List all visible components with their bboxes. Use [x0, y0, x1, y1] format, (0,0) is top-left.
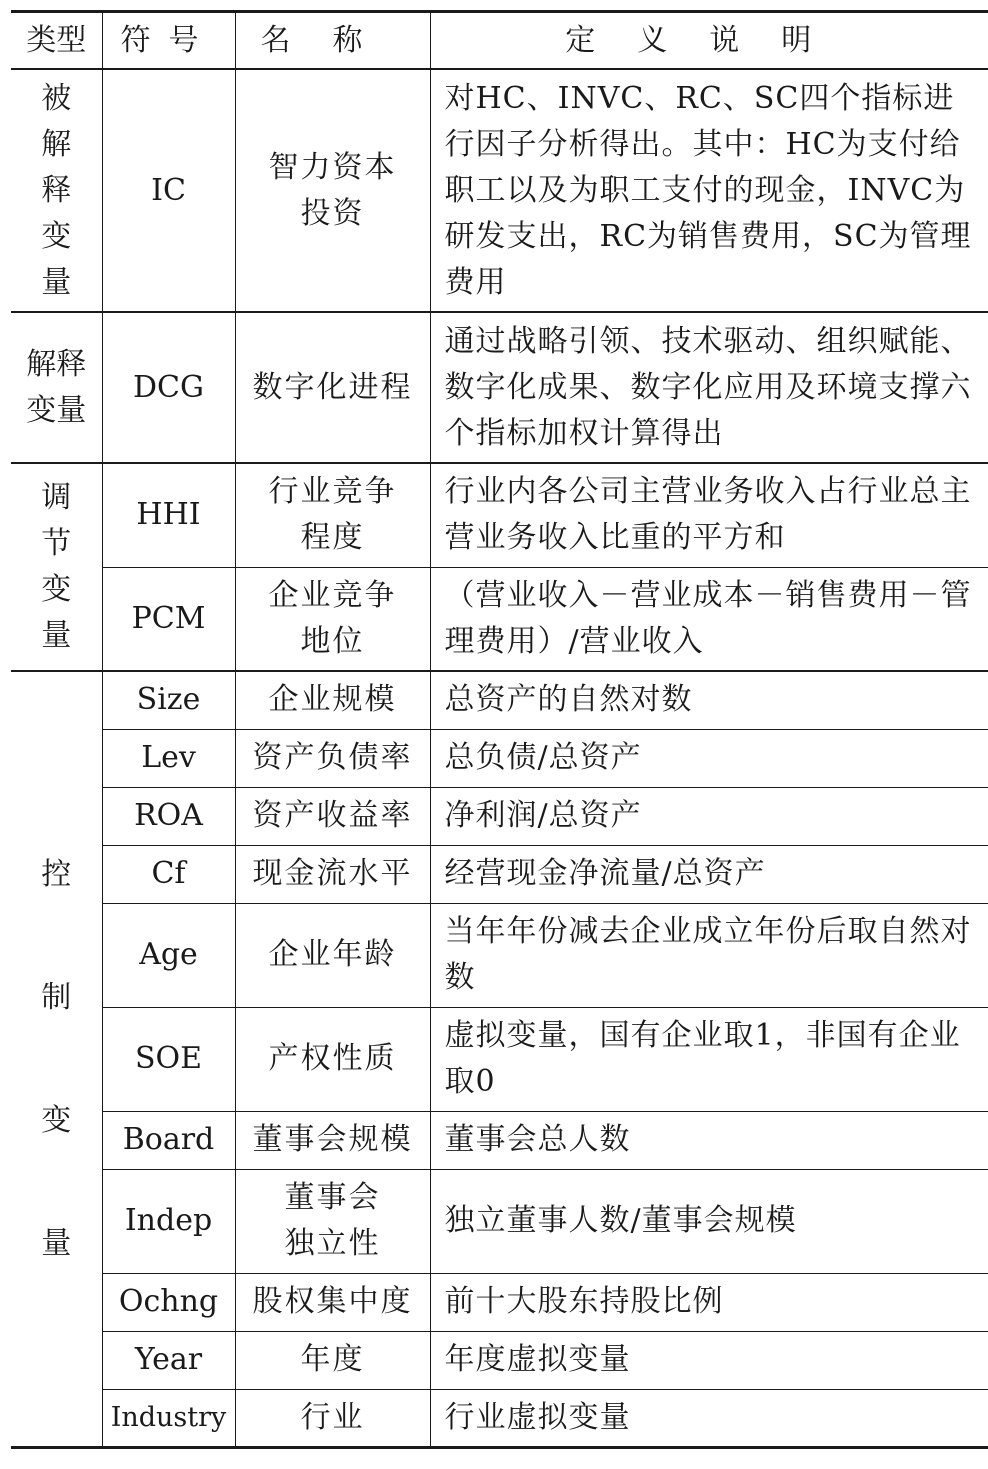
cell-name: 董事会规模 [235, 1111, 430, 1169]
cell-name-text: 行业竞争程度 [268, 474, 397, 556]
group-moderating [11, 463, 102, 671]
variable-definition-table [11, 10, 988, 1449]
cell-symbol: HHI [102, 463, 235, 567]
cell-definition: （营业收入－营业成本－销售费用－管理费用）/营业收入 [430, 567, 988, 671]
cell-symbol: Lev [102, 729, 235, 787]
table-row [11, 312, 988, 463]
group-independent-label: 解释变量 [26, 346, 87, 428]
cell-symbol: Year [102, 1331, 235, 1389]
cell-symbol: Cf [102, 845, 235, 903]
header-type [11, 12, 102, 70]
header-type-label: 类型 [26, 22, 87, 58]
cell-name [235, 69, 430, 312]
table-row [11, 463, 988, 567]
cell-name: 行业 [235, 1389, 430, 1447]
table-row [11, 567, 988, 671]
cell-symbol: PCM [102, 567, 235, 671]
table-row [11, 69, 988, 312]
cell-name-text: 董事会独立性 [284, 1180, 381, 1261]
table-row [11, 671, 988, 729]
cell-definition: 总负债/总资产 [430, 729, 988, 787]
table-header-row [11, 12, 988, 70]
cell-definition: 经营现金净流量/总资产 [430, 845, 988, 903]
cell-name: 资产负债率 [235, 729, 430, 787]
cell-definition: 独立董事人数/董事会规模 [430, 1169, 988, 1273]
header-name-label: 名称 [260, 22, 405, 58]
cell-name-text: 智力资本投资 [268, 149, 397, 231]
header-symbol [102, 12, 235, 70]
cell-symbol: Size [102, 671, 235, 729]
cell-name: 股权集中度 [235, 1273, 430, 1331]
cell-name: 企业规模 [235, 671, 430, 729]
cell-name [235, 567, 430, 671]
table-row [11, 729, 988, 787]
cell-definition: 对HC、INVC、RC、SC四个指标进行因子分析得出。其中：HC为支付给职工以及为职工支付的现金，INVC为研发支出，RC为销售费用，SC为管理费用 [430, 69, 988, 312]
cell-definition: 董事会总人数 [430, 1111, 988, 1169]
group-control-label: 控制变量 [41, 856, 72, 1261]
group-moderating-label: 调节变量 [41, 480, 72, 653]
table-row [11, 1007, 988, 1111]
header-definition-label: 定义说明 [565, 22, 854, 58]
table-row [11, 1273, 988, 1331]
cell-name: 现金流水平 [235, 845, 430, 903]
cell-symbol: SOE [102, 1007, 235, 1111]
cell-symbol: ROA [102, 787, 235, 845]
cell-name [235, 463, 430, 567]
cell-symbol: Ochng [102, 1273, 235, 1331]
header-definition [430, 12, 988, 70]
table-row [11, 787, 988, 845]
cell-symbol: Board [102, 1111, 235, 1169]
cell-definition: 净利润/总资产 [430, 787, 988, 845]
cell-name: 数字化进程 [235, 312, 430, 463]
cell-definition: 虚拟变量，国有企业取1，非国有企业取0 [430, 1007, 988, 1111]
cell-symbol: Indep [102, 1169, 235, 1273]
group-dependent-label: 被解释变量 [41, 80, 72, 300]
cell-name: 资产收益率 [235, 787, 430, 845]
cell-name: 产权性质 [235, 1007, 430, 1111]
cell-symbol: Age [102, 903, 235, 1007]
cell-name-text: 企业竞争地位 [268, 577, 397, 659]
cell-definition: 通过战略引领、技术驱动、组织赋能、数字化成果、数字化应用及环境支撑六个指标加权计算得出 [430, 312, 988, 463]
cell-definition: 当年年份减去企业成立年份后取自然对数 [430, 903, 988, 1007]
cell-definition: 年度虚拟变量 [430, 1331, 988, 1389]
cell-name: 企业年龄 [235, 903, 430, 1007]
header-name [235, 12, 430, 70]
cell-definition: 行业虚拟变量 [444, 1399, 631, 1435]
cell-symbol: IC [102, 69, 235, 312]
table-row [11, 1389, 988, 1447]
cell-symbol: Industry [102, 1389, 235, 1447]
table-row [11, 1111, 988, 1169]
group-independent [11, 312, 102, 463]
cell-symbol: DCG [102, 312, 235, 463]
table-row [11, 1331, 988, 1389]
table-row [11, 845, 988, 903]
group-control [11, 671, 102, 1447]
cell-definition: 前十大股东持股比例 [430, 1273, 988, 1331]
header-symbol-label: 符号 [120, 22, 217, 58]
cell-definition: 行业内各公司主营业务收入占行业总主营业务收入比重的平方和 [430, 463, 988, 567]
group-dependent [11, 69, 102, 312]
cell-name [235, 1169, 430, 1273]
table-row [11, 1169, 988, 1273]
cell-definition: 总资产的自然对数 [430, 671, 988, 729]
table-row [11, 903, 988, 1007]
cell-name: 年度 [235, 1331, 430, 1389]
